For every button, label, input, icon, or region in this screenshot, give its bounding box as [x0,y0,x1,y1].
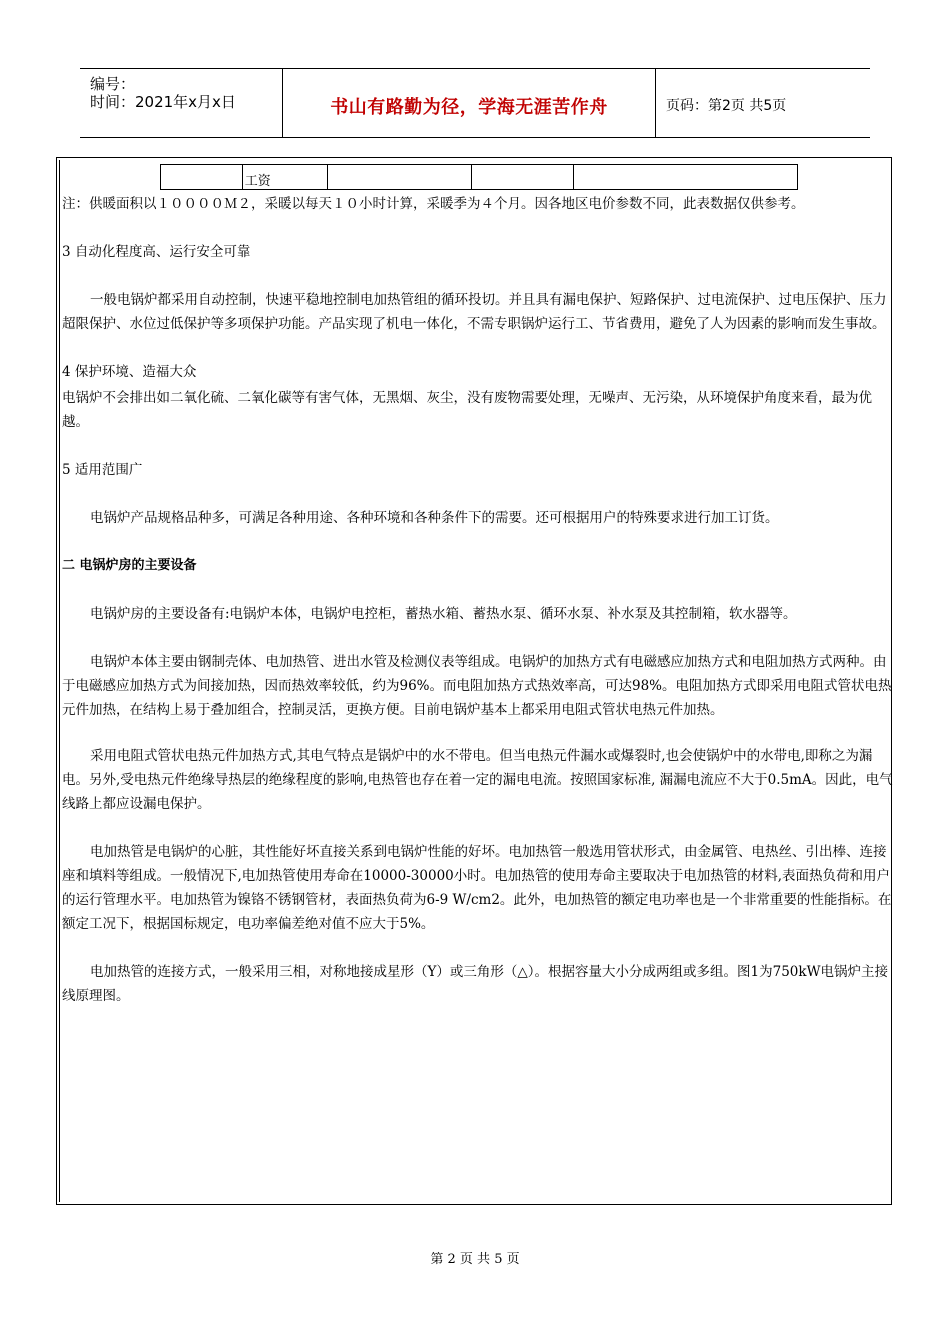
table-cell [328,165,472,189]
motto: 书山有路勤为径，学海无涯苦作舟 [330,97,608,118]
header-info-cell [80,69,283,137]
section-4-paragraph: 电锅炉不会排出如二氧化硫、二氧化碳等有害气体，无黑烟、灰尘，没有废物需要处理，无噪声、无污染，从环境保护角度来看，最为优越。 [62,390,872,430]
section-2-title: 二 电锅炉房的主要设备 [62,558,197,573]
table-cell [574,165,797,189]
date-line: 时间：2021年x月x日 [90,93,236,111]
table-cell [161,165,243,189]
page-footer: 第 2 页 共 5 页 [430,1252,520,1267]
equipment-paragraph: 电锅炉房的主要设备有:电锅炉本体，电锅炉电控柜，蓄热水箱、蓄热水泵、循环水泵、补水泵及其控制箱，软水器等。 [90,606,797,622]
page-header [80,68,870,138]
section-4-title: 4 保护环境、造福大众 [62,364,197,380]
table-cell [243,165,329,189]
data-table-row [160,164,798,190]
section-5-paragraph: 电锅炉产品规格品种多，可满足各种用途、各种环境和各种条件下的需要。还可根据用户的特殊要求进行加工订货。 [90,510,779,526]
table-note: 注：供暖面积以１００００Ｍ２，采暖以每天１０小时计算，采暖季为４个月。因各地区电价参数不同，此表数据仅供参考。 [62,196,805,212]
section-3-paragraph: 一般电锅炉都采用自动控制，快速平稳地控制电加热管组的循环投切。并且具有漏电保护、短路保护、过电流保护、过电压保护、压力超限保护、水位过低保护等多项保护功能。产品实现了机电一体化，不需专职锅炉运行工、节省费用，避免了人为因素的影响而发生事故。 [62,292,887,332]
heating-tube-paragraph: 电加热管是电锅炉的心脏，其性能好坏直接关系到电锅炉性能的好坏。电加热管一般选用管状形式，由金属管、电热丝、引出棒、连接座和填料等组成。一般情况下,电加热管使用寿命在10000-30000小时。电加热管的使用寿命主要取决于电加热管的材料,表面热负荷和用户的运行管理水平。电加热管为镍铬不锈钢管材，表面热负荷为6-9 W/cm2。此外，电加热管的额定电功率也是一个非常重要的性能指标。在额定工况下，根据国标规定，电功率偏差绝对值不应大于5%。 [62,844,892,932]
header-page-cell [656,69,870,137]
table-cell [472,165,574,189]
code-label: 编号： [90,75,136,93]
section-3-title: 3 自动化程度高、运行安全可靠 [62,244,251,260]
section-5-title: 5 适用范围广 [62,462,143,478]
content-frame [56,157,892,1205]
content-frame-inner [59,160,893,1202]
boiler-body-paragraph: 电锅炉本体主要由钢制壳体、电加热管、进出水管及检测仪表等组成。电锅炉的加热方式有电磁感应加热方式和电阻加热方式两种。由于电磁感应加热方式为间接加热，因而热效率较低，约为96%。而电阻加热方式热效率高，可达98%。电阻加热方式即采用电阻式管状电热元件加热，在结构上易于叠加组合，控制灵活，更换方便。目前电锅炉基本上都采用电阻式管状电热元件加热。 [62,654,892,718]
header-motto-cell [283,69,656,137]
connection-paragraph: 电加热管的连接方式，一般采用三相，对称地接成星形（Y）或三角形（△）。根据容量大小分成两组或多组。图1为750kW电锅炉主接线原理图。 [62,964,888,1004]
page-number: 页码：第2页 共5页 [666,98,787,114]
salary-label: 工资 [244,174,271,189]
electrical-paragraph: 采用电阻式管状电热元件加热方式,其电气特点是锅炉中的水不带电。但当电热元件漏水或爆裂时,也会使锅炉中的水带电,即称之为漏电。另外,受电热元件绝缘导热层的绝缘程度的影响,电热管也存在着一定的漏电电流。按照国家标准, 漏漏电流应不大于0.5mA。因此，电气线路上都应设漏电保护。 [62,748,893,812]
